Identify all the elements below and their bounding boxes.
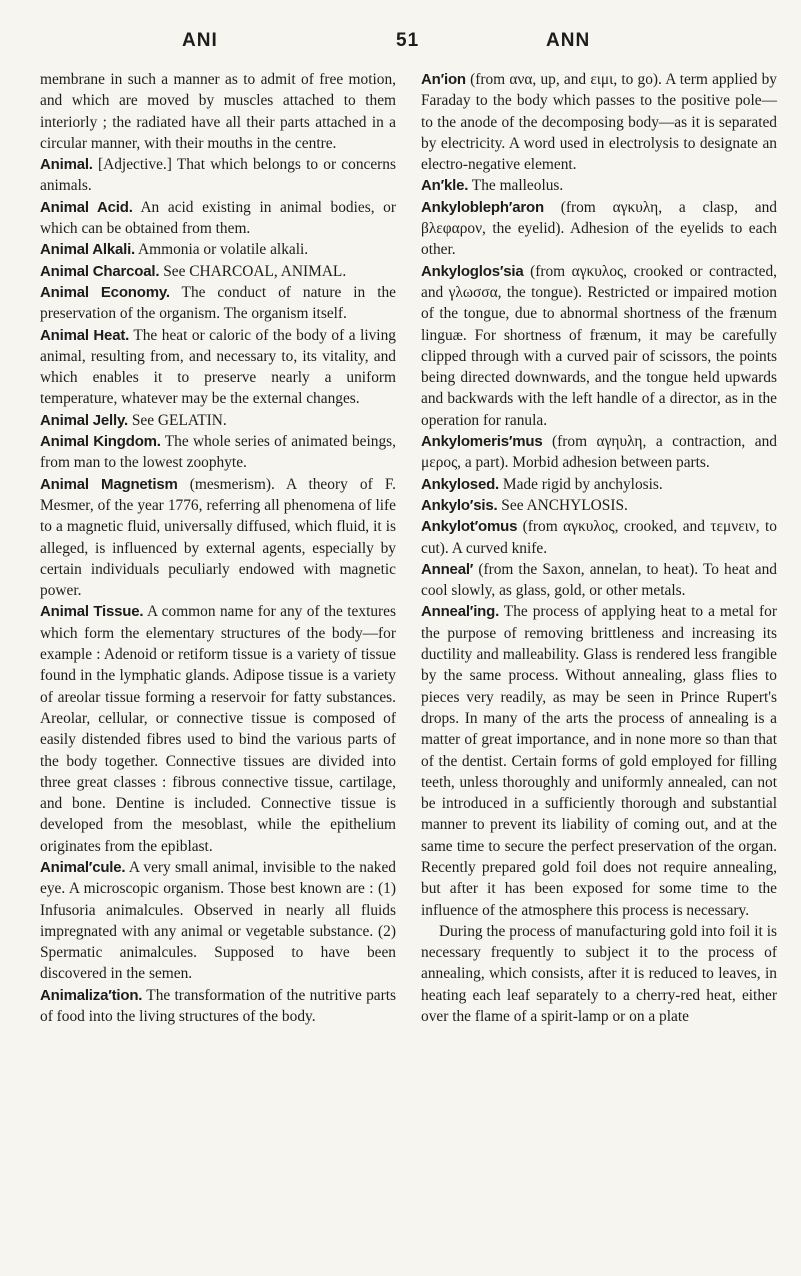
entry-definition: The heat or caloric of the body of a living animal, resulting from, and necessary to, its vitality, and which enables it to preserve nearly a uniform temperature, whatever may be the external changes. xyxy=(40,326,396,408)
dictionary-entry xyxy=(40,325,396,410)
entry-headword: Animal Acid. xyxy=(40,198,133,216)
dictionary-entry xyxy=(421,495,777,516)
entry-headword: Anneal′ xyxy=(421,560,474,578)
dictionary-entry xyxy=(421,261,777,431)
dictionary-entry xyxy=(40,857,396,985)
entry-definition: (from αγκυλος, crooked or contracted, and γλωσσα, the tongue). Restricted or impaired motion of the tongue, due to abnormal shortness of the frænum linguæ. For shortness of frænum, it may be carefully clipped through with a curved pair of scissors, the points being directed downwards, and the tongue held upwards and backwards with the left handle of a director, as in the operation for ranula. xyxy=(421,262,777,429)
entry-definition: A very small animal, invisible to the naked eye. A microscopic organism. Those best known are : (1) Infusoria animalcules. Observed in nearly all fluids impregnated with any animal or vegetable substance. (2) Spermatic animalcules. Supposed to have been discovered in the semen. xyxy=(40,858,396,983)
dictionary-entry xyxy=(40,601,396,857)
entry-definition: [Adjective.] That which belongs to or concerns animals. xyxy=(40,156,396,195)
dictionary-entry xyxy=(40,282,396,325)
dictionary-entry xyxy=(40,431,396,474)
entry-definition: membrane in such a manner as to admit of free motion, and which are moved by muscles attached to them interiorly ; the radiated have all their parts attached in a circular manner, with their mouths in the centre. xyxy=(40,71,396,152)
entry-headword: Ankylo′sis. xyxy=(421,496,498,514)
entry-definition: See CHARCOAL, ANIMAL. xyxy=(163,262,347,280)
entry-definition: (mesmerism). A theory of F. Mesmer, of the year 1776, referring all phenomena of life to a magnetic fluid, universally diffused, which fluid, it is alleged, is influenced by external agents, especially by certain individuals peculiarly endowed with magnetic power. xyxy=(40,475,396,600)
entry-headword: Animal Charcoal. xyxy=(40,262,160,280)
dictionary-entry xyxy=(40,474,396,602)
right-guide-word: ANN xyxy=(546,30,591,51)
entry-headword: Animal Heat. xyxy=(40,326,130,344)
entry-definition: During the process of manufacturing gold into foil it is necessary frequently to subject it to the process of annealing, which consists, after it is reduced to leaves, in heating each leaf separately to a cherry-red heat, either over the flame of a spirit-lamp or on a plate xyxy=(421,922,777,1026)
dictionary-entry xyxy=(421,559,777,602)
running-header xyxy=(42,30,772,58)
dictionary-entry xyxy=(40,261,396,282)
dictionary-entry xyxy=(421,601,777,920)
dictionary-entry xyxy=(421,921,777,1027)
entry-definition: See GELATIN. xyxy=(131,411,227,429)
dictionary-entry xyxy=(421,431,777,474)
entry-headword: Animal Alkali. xyxy=(40,241,136,259)
entry-headword: An′ion xyxy=(421,71,466,88)
dictionary-entry xyxy=(421,175,777,196)
entry-headword: Anneal′ing. xyxy=(421,603,500,621)
entry-definition: The process of applying heat to a metal for the purpose of removing brittleness and increasing its ductility and malleability. Glass is rendered less frangible by the same process. Without annealing, glass flies to pieces very readily, as may be seen in Prince Rupert's drops. In many of the arts the process of annealing is a matter of great importance, and in none more so than that of the dentist. Certain forms of gold employed for filling teeth, unless thoroughly and uniformly annealed, can not be introduced in a sufficiently thorough and substantial manner to prevent its liability of coming out, and at the same time to secure the perfect preservation of the organ. Recently prepared gold foil does not require annealing, but after it has been exposed for some time to the influence of the atmosphere this process is necessary. xyxy=(421,603,777,919)
entry-definition: See ANCHYLOSIS. xyxy=(501,496,628,514)
entry-definition: (from the Saxon, annelan, to heat). To heat and cool slowly, as glass, gold, or other metals. xyxy=(421,560,777,600)
dictionary-entry xyxy=(40,197,396,240)
entry-headword: Animal′cule. xyxy=(40,858,126,876)
entry-headword: Animal Magnetism xyxy=(40,475,178,493)
dictionary-entry xyxy=(40,154,396,197)
entry-headword: Ankylosed. xyxy=(421,475,500,493)
entry-definition: Ammonia or volatile alkali. xyxy=(138,241,309,259)
dictionary-entry xyxy=(40,239,396,260)
dictionary-entry xyxy=(421,474,777,495)
left-guide-word: ANI xyxy=(182,30,218,51)
entry-headword: Animaliza′tion. xyxy=(40,986,143,1004)
entry-definition: The conduct of nature in the preservation of the organism. The organism itself. xyxy=(40,283,397,323)
dictionary-entry xyxy=(421,516,777,559)
page-number: 51 xyxy=(396,30,420,51)
entry-definition: The transformation of the nutritive parts of food into the living structures of the body. xyxy=(40,986,396,1026)
dictionary-entry xyxy=(40,410,396,431)
entry-headword: Ankyloglos′sia xyxy=(421,262,524,280)
entry-headword: Animal Jelly. xyxy=(40,411,128,429)
dictionary-entry xyxy=(40,69,396,154)
entry-definition: Made rigid by anchylosis. xyxy=(502,475,663,493)
entry-headword: Animal. xyxy=(40,156,93,174)
entry-headword: Ankylomeris′mus xyxy=(421,433,543,451)
entry-definition: (from αγκυλος, crooked, and τεμνειν, to cut). A curved knife. xyxy=(421,518,777,557)
entry-definition: A common name for any of the textures which form the elementary structures of the body—for example : Adenoid or retiform tissue is a variety of tissue found in the lymphatic glands. Adipose tissue is a variety of areolar tissue forming a reservoir for fatty substances. Areolar, cellular, or connective tissue is composed of easily distended fibres used to bind the various parts of the body together. Connective tissues are divided into three great classes : fibrous connective tissue, cartilage, and bone. Dentine is included. Connective tissue is developed from the mesoblast, while the epithelium originates from the epiblast. xyxy=(40,603,397,855)
entry-headword: Animal Tissue. xyxy=(40,603,144,621)
entry-definition: (from αγηυλη, a contraction, and μερος, a part). Morbid adhesion between parts. xyxy=(421,433,777,472)
entry-definition: The whole series of animated beings, from man to the lowest zoophyte. xyxy=(40,433,396,472)
right-column xyxy=(421,69,777,1027)
entry-headword: Ankylobleph′aron xyxy=(421,198,544,216)
entry-definition: The malleolus. xyxy=(471,177,564,195)
dictionary-entry xyxy=(421,197,777,261)
dictionary-entry xyxy=(421,69,777,175)
entry-definition: An acid existing in animal bodies, or which can be obtained from them. xyxy=(40,198,396,238)
dictionary-entry xyxy=(40,985,396,1028)
entry-headword: Ankylot′omus xyxy=(421,518,518,536)
left-column xyxy=(40,69,396,1027)
entry-headword: Animal Kingdom. xyxy=(40,433,161,451)
entry-headword: An′kle. xyxy=(421,177,469,195)
entry-definition: (from αγκυλη, a clasp, and βλεφαρον, the eyelid). Adhesion of the eyelids to each other. xyxy=(421,198,777,259)
entry-headword: Animal Economy. xyxy=(40,283,170,301)
entry-definition: (from ανα, up, and ειμι, to go). A term applied by Faraday to the body which passes to the positive pole—to the anode of the decomposing body—as it is separated by electricity. A word used in electrolysis to designate an electro-negative element. xyxy=(421,71,777,174)
